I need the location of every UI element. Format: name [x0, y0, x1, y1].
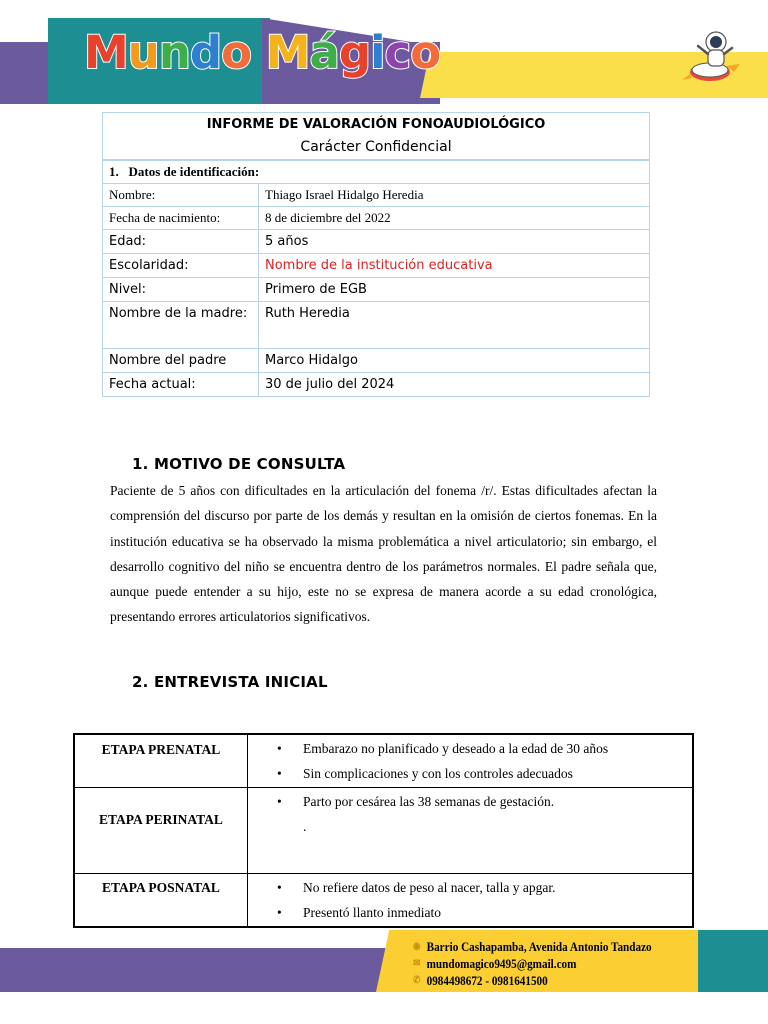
footer-phones: 0984498672 - 0981641500	[426, 973, 548, 988]
row-value: Marco Hidalgo	[259, 349, 650, 373]
identification-table	[102, 112, 650, 397]
table-row	[103, 184, 650, 207]
row-value: Thiago Israel Hidalgo Heredia	[259, 184, 650, 207]
location-icon: ◉	[412, 941, 421, 952]
list-item: • Presentó llanto inmediato	[303, 900, 691, 925]
footer-band-teal	[698, 930, 768, 992]
stage-perinatal-details	[248, 788, 694, 874]
logo-letter	[251, 30, 266, 75]
row-value: 5 años	[259, 230, 650, 254]
email-icon: ✉	[413, 958, 421, 969]
stage-perinatal: ETAPA PERINATAL	[74, 788, 248, 874]
list-item: • Sin complicaciones y con los controles adecuados	[303, 761, 691, 786]
astronaut-rocket-icon	[680, 26, 744, 88]
heading-motivo: 1. MOTIVO DE CONSULTA	[132, 455, 346, 473]
brand-logo	[84, 26, 441, 79]
logo-letter: i	[370, 26, 385, 79]
report-title: INFORME DE VALORACIÓN FONOAUDIOLÓGICO	[206, 117, 546, 132]
stage-perinatal-extra: .	[303, 819, 307, 834]
row-label: Edad:	[103, 230, 259, 254]
row-value: 8 de diciembre del 2022	[259, 207, 650, 230]
stage-prenatal: ETAPA PRENATAL	[74, 734, 248, 788]
row-label: Nombre del padre	[103, 349, 259, 373]
table-row	[74, 874, 693, 928]
logo-letter: c	[384, 26, 411, 79]
footer-address: Barrio Cashapamba, Avenida Antonio Tandazo	[426, 939, 652, 954]
row-value: Nombre de la institución educativa	[259, 254, 650, 278]
logo-letter: M	[84, 26, 128, 79]
row-value: Ruth Heredia	[259, 302, 650, 349]
heading-entrevista: 2. ENTREVISTA INICIAL	[132, 673, 328, 691]
table-row	[103, 373, 650, 397]
row-label: Fecha de nacimiento:	[103, 207, 259, 230]
stage-posnatal: ETAPA POSNATAL	[74, 874, 248, 928]
table-row	[103, 349, 650, 373]
row-value: 30 de julio del 2024	[259, 373, 650, 397]
logo-letter: á	[309, 26, 339, 79]
row-label: Nivel:	[103, 278, 259, 302]
table-row	[74, 734, 693, 788]
row-label: Fecha actual:	[103, 373, 259, 397]
interview-table	[73, 733, 694, 928]
section-identification: 1. Datos de identificación:	[103, 160, 650, 184]
report-title-cell	[103, 113, 650, 161]
row-label: Nombre:	[103, 184, 259, 207]
table-row	[103, 302, 650, 349]
report-subtitle: Carácter Confidencial	[300, 139, 452, 155]
footer-contact	[412, 938, 652, 989]
logo-letter: n	[158, 26, 190, 79]
table-row	[103, 278, 650, 302]
table-row	[103, 230, 650, 254]
table-row	[103, 207, 650, 230]
footer-band-purple	[0, 948, 420, 992]
logo-letter: M	[265, 26, 310, 79]
stage-prenatal-details	[248, 734, 694, 788]
logo-letter: d	[189, 26, 222, 79]
row-label: Escolaridad:	[103, 254, 259, 278]
logo-letter: u	[127, 26, 159, 79]
row-value: Primero de EGB	[259, 278, 650, 302]
table-row	[103, 254, 650, 278]
list-item: • Parto por cesárea las 38 semanas de gestación.	[303, 789, 691, 814]
logo-letter: o	[410, 26, 441, 79]
list-item: • Embarazo no planificado y deseado a la edad de 30 años	[303, 736, 691, 761]
stage-posnatal-details	[248, 874, 694, 928]
row-label: Nombre de la madre:	[103, 302, 259, 349]
list-item: • No refiere datos de peso al nacer, talla y apgar.	[303, 875, 691, 900]
motivo-paragraph: Paciente de 5 años con dificultades en la articulación del fonema /r/. Estas dificultades afectan la comprensión del discurso por parte de los demás y resultan en la omisión de ciertos fonemas. En la institución educativa se ha observado la misma problemática a nivel articulatorio; sin embargo, el desarrollo cognitivo del niño se encuentra dentro de los parámetros normales. El padre señala que, aunque puede entender a su hijo, este no se expresa de manera acorde a su edad cronológica, presentando errores articulatorios significativos.	[110, 483, 657, 625]
table-row	[74, 788, 693, 874]
logo-letter: o	[221, 26, 252, 79]
logo-letter: g	[338, 26, 371, 79]
footer-email: mundomagico9495@gmail.com	[426, 956, 577, 971]
phone-icon: ✆	[413, 975, 421, 986]
